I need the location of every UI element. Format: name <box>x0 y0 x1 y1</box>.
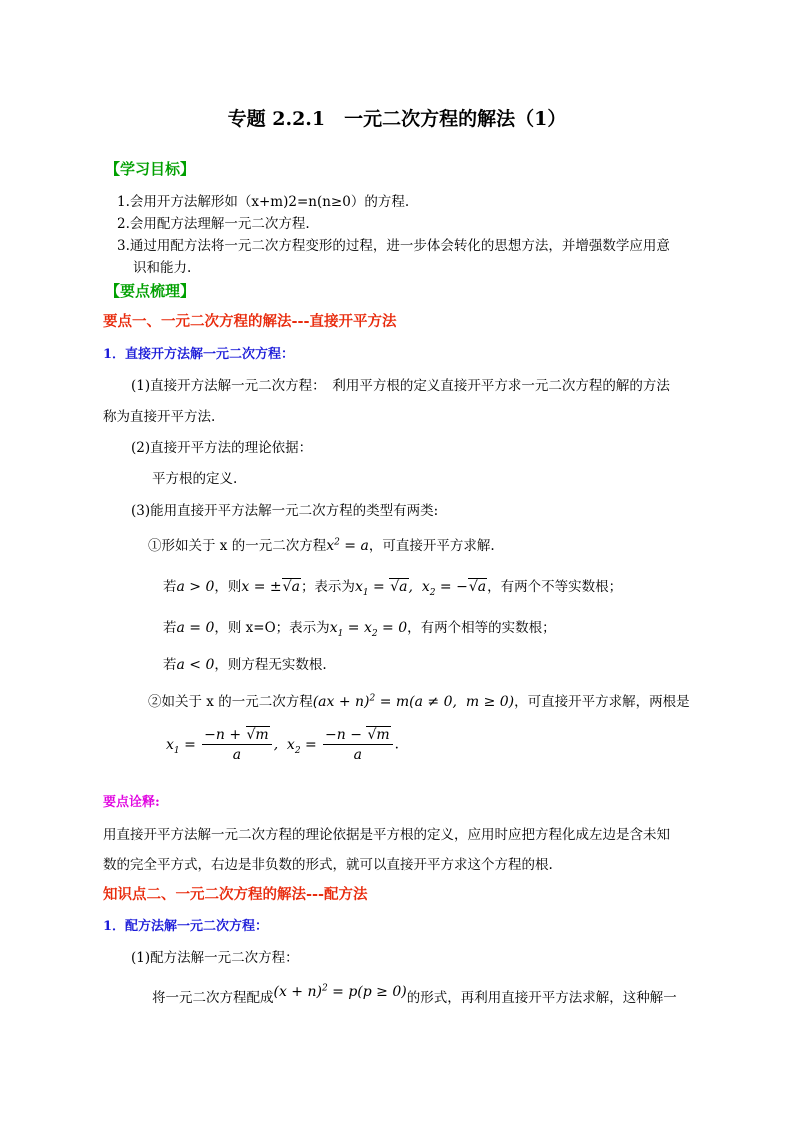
objective-item: 识和能力. <box>133 260 192 276</box>
objective-item: 1.会用开方法解形如（x+m)2=n(n≥0）的方程. <box>117 194 410 210</box>
paragraph-line: (1)配方法解一元二次方程： <box>131 950 299 966</box>
equation: $x_2$ = <box>286 736 317 756</box>
section2-heading: 知识点二、一元二次方程的解法---配方法 <box>103 886 368 903</box>
paragraph-line: 将一元二次方程配成$(x + n)^2 = p(p \ge 0)$的形式，再利用直接开平方法求解，这种解一 <box>152 983 677 1006</box>
equation: $(x + n)^2 = p(p \ge 0)$ <box>273 983 407 1000</box>
equation: a > 0 <box>176 579 215 595</box>
note-line: 用直接开平方法解一元二次方程的理论依据是平方根的定义，应用时应把方程化成左边是含未知 <box>103 827 670 843</box>
fraction: $\frac{-n - √m}{a}$ <box>323 727 393 763</box>
page-title: 专题 2.2.1 一元二次方程的解法（1） <box>227 108 567 130</box>
equation: $x_1 = x_2 = 0$ <box>329 620 408 639</box>
objectives-heading: 【学习目标】 <box>105 160 196 178</box>
case1-positive-line: 若a > 0，则x = ±√a；表示为$x_1 = √a$, $x_2 = -√a$，有两个不等实数根； <box>163 579 623 598</box>
paragraph-line: (3)能用直接开平方法解一元二次方程的类型有两类: <box>131 503 439 519</box>
equation: $x_1$ = <box>166 736 196 756</box>
section1-heading: 要点一、一元二次方程的解法---直接开平方法 <box>103 313 397 330</box>
section2-subheading: 1．配方法解一元二次方程： <box>103 919 269 934</box>
equation: (ax + n)$^2$ = m(a ≠ 0, m ≥ 0) <box>312 693 515 710</box>
note-heading: 要点诠释: <box>103 795 160 810</box>
equation: a < 0 <box>176 657 215 673</box>
case1-zero-line: 若a = 0，则 x=O；表示为$x_1 = x_2 = 0$，有两个相等的实数根； <box>163 620 556 639</box>
roots-formula: $x_1$ = $\frac{-n + √m}{a}$ , $x_2$ = $\frac{-n - √m}{a}$ . <box>166 727 399 763</box>
paragraph-line: 平方根的定义. <box>152 471 238 487</box>
objective-item: 2.会用配方法理解一元二次方程. <box>117 216 310 232</box>
equation: a = 0 <box>176 620 215 636</box>
objective-item: 3.通过用配方法将一元二次方程变形的过程，进一步体会转化的思想方法，并增强数学应用意 <box>117 238 670 254</box>
case2-line: ②如关于 x 的一元二次方程(ax + n)$^2$ = m(a ≠ 0, m ≥ 0)，可直接开平方求解，两根是 <box>148 693 690 710</box>
case1-line: ①形如关于 x 的一元二次方程$x^2 = a$，可直接开平方求解. <box>148 537 495 554</box>
case1-negative-line: 若a < 0，则方程无实数根. <box>163 657 327 673</box>
equation: $x^2 = a$ <box>326 537 369 554</box>
section1-subheading: 1．直接开方法解一元二次方程： <box>103 347 295 362</box>
equation: x = ±√a <box>241 579 300 595</box>
paragraph-line: (2)直接开平方法的理论依据： <box>131 440 313 456</box>
equation: $x_1 = √a$, $x_2 = -√a$ <box>354 579 487 598</box>
paragraph-line: (1)直接开方法解一元二次方程： 利用平方根的定义直接开平方求一元二次方程的解的方法 <box>131 378 670 394</box>
paragraph-line: 称为直接开平方法. <box>103 409 216 425</box>
fraction: $\frac{-n + √m}{a}$ <box>202 727 272 763</box>
key-points-heading: 【要点梳理】 <box>105 282 196 300</box>
note-line: 数的完全平方式，右边是非负数的形式，就可以直接开平方求这个方程的根. <box>103 857 553 873</box>
